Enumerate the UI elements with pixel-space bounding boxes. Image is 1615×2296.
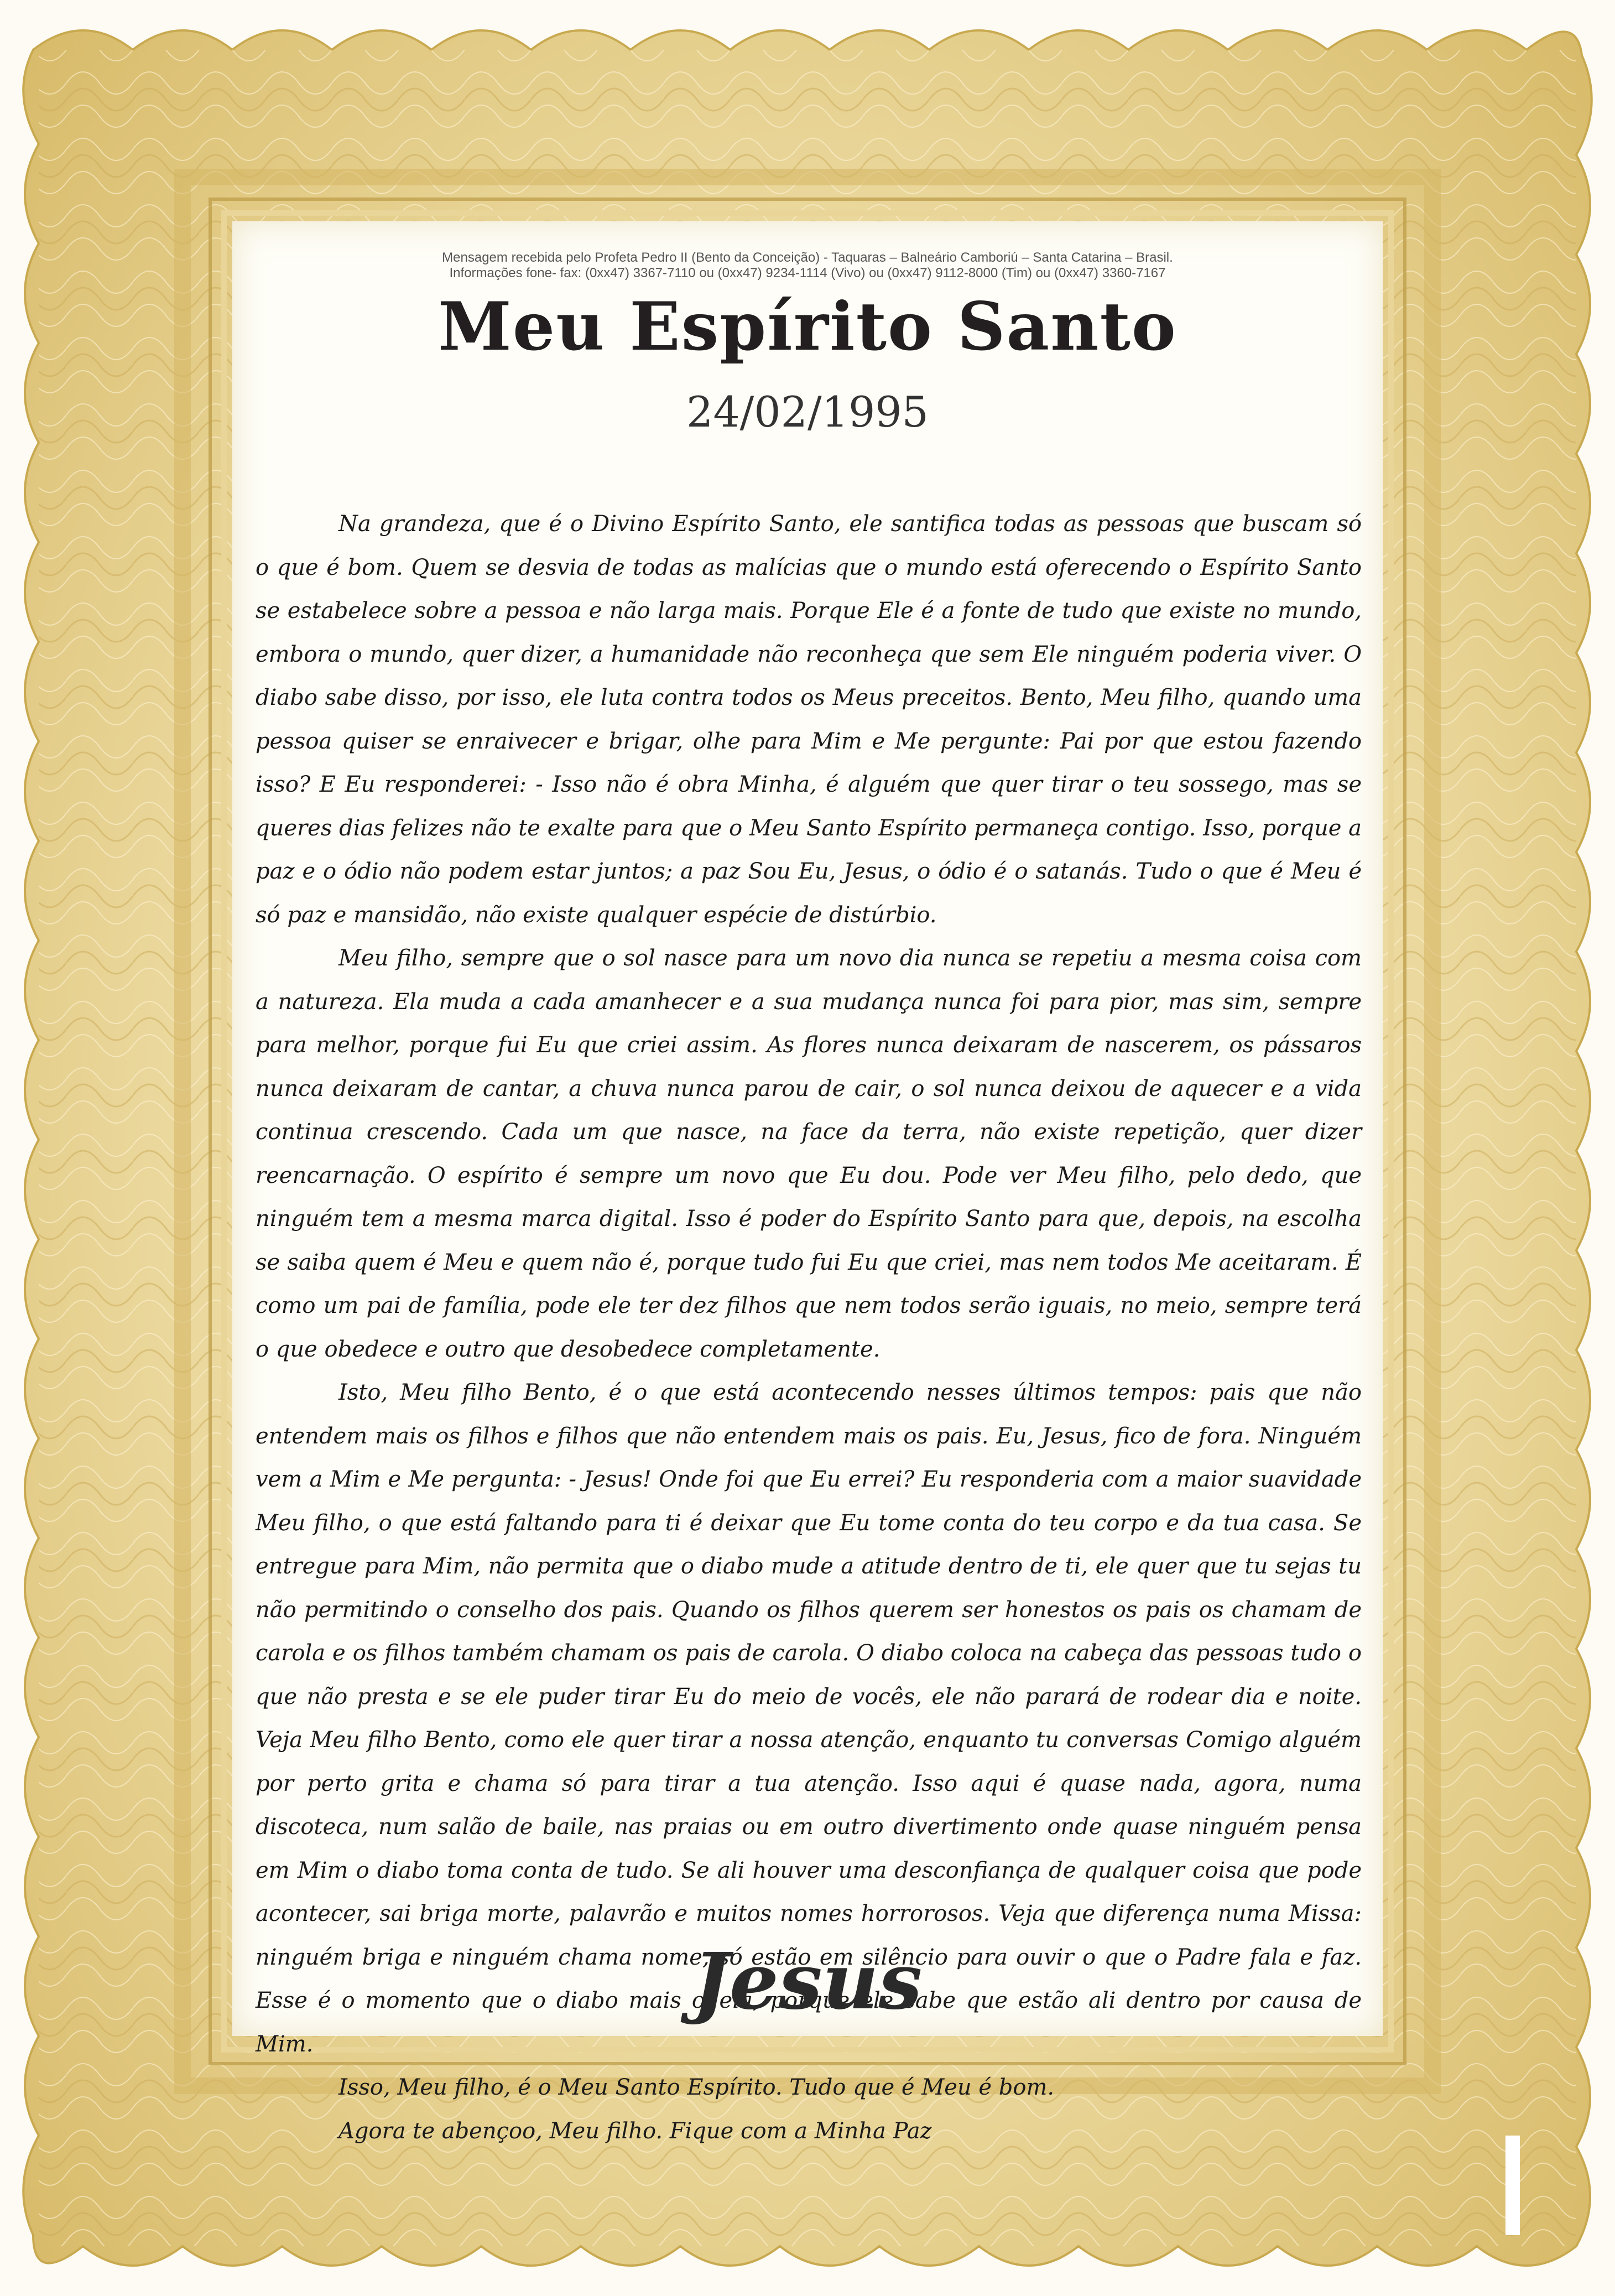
paragraph: Na grandeza, que é o Divino Espírito Santo, ele santifica todas as pessoas que buscam só o que é bom. Quem se desvia de todas as malícias que o mundo está oferecendo o Espírito Santo se estabelece sobre a pessoa e não larga mais. Porque Ele é a fonte de tudo que existe no mundo, embora o mundo, quer dizer, a humanidade não reconheça que sem Ele ninguém poderia viver. O diabo sabe disso, por isso, ele luta contra todos os Meus preceitos. Bento, Meu filho, quando uma pessoa quiser se enraivecer e brigar, olhe para Mim e Me pergunte: Pai por que estou fazendo isso? E Eu responderei: - Isso não é obra Minha, é alguém que quer tirar o teu sossego, mas se queres dias felizes não te exalte para que o Meu Santo Espírito permaneça contigo. Isso, porque a paz e o ódio não podem estar juntos; a paz Sou Eu, Jesus, o ódio é o satanás. Tudo o que é Meu é só paz e mansidão, não existe qualquer espécie de distúrbio.	[256, 511, 1362, 928]
paragraph: Isto, Meu filho Bento, é o que está acontecendo nesses últimos tempos: pais que não entendem mais os filhos e filhos que não entendem mais os pais. Eu, Jesus, fico de fora. Ninguém vem a Mim e Me pergunta: - Jesus! Onde foi que Eu errei? Eu responderia com a maior suavidade Meu filho, o que está faltando para ti é deixar que Eu tome conta do teu corpo e da tua casa. Se entregue para Mim, não permita que o diabo mude a atitude dentro de ti, ele quer que tu sejas tu não permitindo o conselho dos pais. Quando os filhos querem ser honestos os pais os chamam de carola e os filhos também chamam os pais de carola. O diabo coloca na cabeça das pessoas tudo o que não presta e se ele puder tirar Eu do meio de vocês, ele não parará de rodear dia e noite. Veja Meu filho Bento, como ele quer tirar a nossa atenção, enquanto tu conversas Comigo alguém por perto grita e chama só para tirar a tua atenção. Isso aqui é quase nada, agora, numa discoteca, num salão de baile, nas praias ou em outro divertimento onde quase ninguém pensa em Mim o diabo toma conta de tudo. Se ali houver uma desconfiança de qualquer coisa que pode acontecer, sai briga morte, palavrão e muitos nomes horrorosos. Veja que diferença numa Missa: ninguém briga e ninguém chama nome, só estão em silêncio para ouvir o que o Padre fala e faz. Esse é o momento que o diabo mais odeia, porque ele sabe que estão ali dentro por causa de Mim.	[256, 1380, 1362, 2057]
page-marker	[1505, 2136, 1520, 2235]
paragraph: Agora te abençoo, Meu filho. Fique com a Minha Paz	[338, 2118, 932, 2144]
header-line-1: Mensagem recebida pelo Profeta Pedro II (Bento da Conceição) - Taquaras – Balneário Camboriú – Santa Catarina – Brasil.	[442, 250, 1173, 265]
contact-header	[0, 250, 1615, 281]
paragraph: Isso, Meu filho, é o Meu Santo Espírito. Tudo que é Meu é bom.	[338, 2075, 1055, 2100]
page-title: Meu Espírito Santo	[438, 288, 1177, 366]
message-date: 24/02/1995	[686, 387, 929, 437]
paragraph: Meu filho, sempre que o sol nasce para um novo dia nunca se repetiu a mesma coisa com a natureza. Ela muda a cada amanhecer e a sua mudança nunca foi para pior, mas sim, sempre para melhor, porque fui Eu que criei assim. As flores nunca deixaram de nascerem, os pássaros nunca deixaram de cantar, a chuva nunca parou de cair, o sol nunca deixou de aquecer e a vida continua crescendo. Cada um que nasce, na face da terra, não existe repetição, quer dizer reencarnação. O espírito é sempre um novo que Eu dou. Pode ver Meu filho, pelo dedo, que ninguém tem a mesma marca digital. Isso é poder do Espírito Santo para que, depois, na escolha se saiba quem é Meu e quem não é, porque tudo fui Eu que criei, mas nem todos Me aceitaram. É como um pai de família, pode ele ter dez filhos que nem todos serão iguais, no meio, sempre terá o que obedece e outro que desobedece completamente.	[256, 946, 1362, 1362]
signature: Jesus	[692, 1936, 923, 2027]
message-body	[256, 502, 1362, 2153]
header-line-2: Informações fone- fax: (0xx47) 3367-7110 ou (0xx47) 9234-1114 (Vivo) ou (0xx47) 9112-8000 (Tim) ou (0xx47) 3360-7167	[449, 266, 1166, 280]
